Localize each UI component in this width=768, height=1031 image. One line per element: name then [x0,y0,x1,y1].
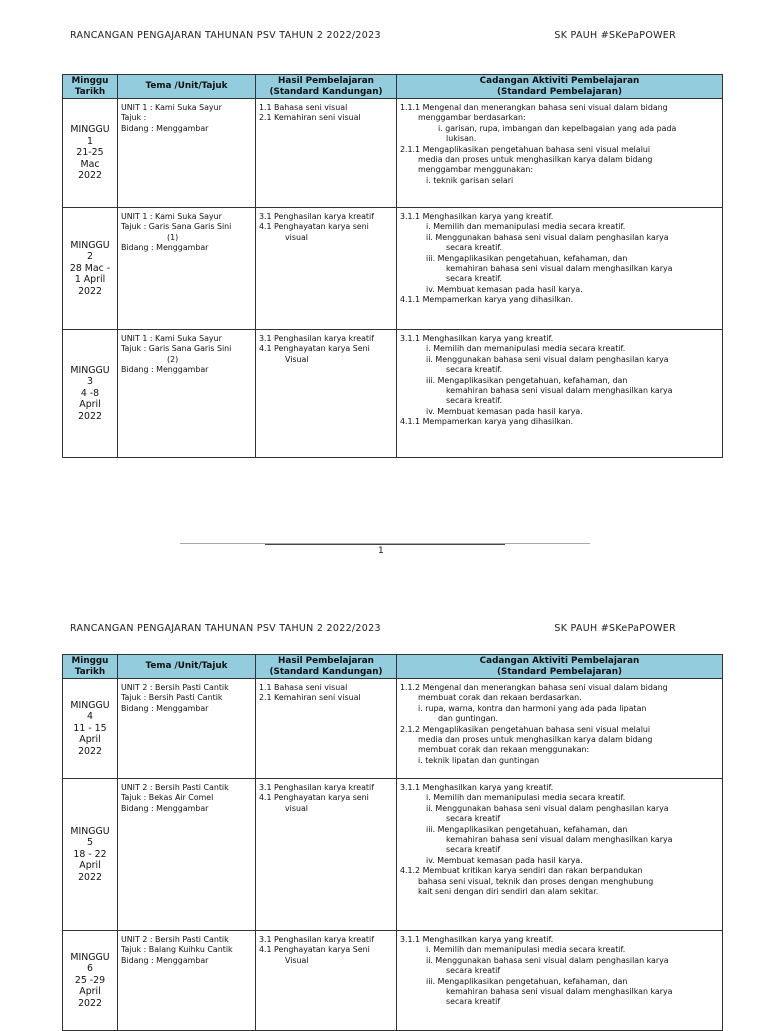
outcome-cell: 1.1 Bahasa seni visual 2.1 Kemahiran seni visual [256,99,397,208]
activity-cell: 3.1.1 Menghasilkan karya yang kreatif. i. Memilih dan memanipulasi media secara kreatif. ii. Menggunakan bahasa seni visual dalam penghasilan karya secara kreatif iii. Mengaplikasikan pengetahuan, kefahaman, dan kemahiran bahasa seni visual dalam menghasilkan karya secara kreatif [397,931,723,1031]
column-header-aktiviti: Cadangan Aktiviti Pembelajaran (Standard Pembelajaran) [397,75,723,99]
table-row [63,99,723,208]
page-number: 1 [378,546,384,556]
footer-divider-accent [265,544,505,545]
week-cell: MINGGU 1 21-25 Mac 2022 [63,99,118,208]
table-row [63,931,723,1031]
column-header-tema: Tema /Unit/Tajuk [118,75,256,99]
theme-cell: UNIT 1 : Kami Suka Sayur Tajuk : Garis Sana Garis Sini (1) Bidang : Menggambar [118,208,256,330]
table-row [63,330,723,458]
theme-cell: UNIT 2 : Bersih Pasti Cantik Tajuk : Balang Kuihku Cantik Bidang : Menggambar [118,931,256,1031]
outcome-cell: 3.1 Penghasilan karya kreatif 4.1 Penghayatan karya Seni Visual [256,330,397,458]
page-header [70,623,676,637]
school-name: SK PAUH #SKePaPOWER [554,623,676,634]
column-header-hasil: Hasil Pembelajaran (Standard Kandungan) [256,655,397,679]
school-name: SK PAUH #SKePaPOWER [554,30,676,41]
document-title: RANCANGAN PENGAJARAN TAHUNAN PSV TAHUN 2 2022/2023 [70,623,381,634]
activity-cell: 3.1.1 Menghasilkan karya yang kreatif. i. Memilih dan memanipulasi media secara kreatif. ii. Menggunakan bahasa seni visual dalam penghasilan karya secara kreatif iii. Mengaplikasikan pengetahuan, kefahaman, dan kemahiran bahasa seni visual dalam menghasilkan karya secara kreatif iv. Membuat kemasan pada hasil karya. 4.1.2 Membuat kritikan karya sendiri dan rakan berpandukan bahasa seni visual, teknik dan proses dengan menghubung kait seni dengan diri sendiri dan alam sekitar. [397,779,723,931]
outcome-cell: 1.1 Bahasa seni visual 2.1 Kemahiran seni visual [256,679,397,779]
activity-cell: 1.1.1 Mengenal dan menerangkan bahasa seni visual dalam bidang menggambar berdasarkan: i. garisan, rupa, imbangan dan kepelbagaian yang ada pada lukisan. 2.1.1 Mengaplikasikan pengetahuan bahasa seni visual melalui media dan proses untuk menghasilkan karya dalam bidang menggambar menggunakan: i. teknik garisan selari [397,99,723,208]
activity-cell: 3.1.1 Menghasilkan karya yang kreatif. i. Memilih dan memanipulasi media secara kreatif. ii. Menggunakan bahasa seni visual dalam penghasilan karya secara kreatif. iii. Mengaplikasikan pengetahuan, kefahaman, dan kemahiran bahasa seni visual dalam menghasilkan karya secara kreatif. iv. Membuat kemasan pada hasil karya. 4.1.1 Mempamerkan karya yang dihasilkan. [397,208,723,330]
table-row [63,679,723,779]
column-header-hasil: Hasil Pembelajaran (Standard Kandungan) [256,75,397,99]
theme-cell: UNIT 2 : Bersih Pasti Cantik Tajuk : Bekas Air Comel Bidang : Menggambar [118,779,256,931]
lesson-plan-table [62,74,723,458]
theme-cell: UNIT 2 : Bersih Pasti Cantik Tajuk : Bersih Pasti Cantik Bidang : Menggambar [118,679,256,779]
activity-cell: 1.1.2 Mengenal dan menerangkan bahasa seni visual dalam bidang membuat corak dan rekaan berdasarkan. i. rupa, warna, kontra dan harmoni yang ada pada lipatan dan guntingan. 2.1.2 Mengaplikasikan pengetahuan bahasa seni visual melalui media dan proses untuk menghasilkan karya dalam bidang membuat corak dan rekaan menggunakan: i. teknik lipatan dan guntingan [397,679,723,779]
week-cell: MINGGU 4 11 - 15 April 2022 [63,679,118,779]
table-header-row [63,655,723,679]
table-row [63,208,723,330]
outcome-cell: 3.1 Penghasilan karya kreatif 4.1 Penghayatan karya seni visual [256,779,397,931]
table-header-row [63,75,723,99]
theme-cell: UNIT 1 : Kami Suka Sayur Tajuk : Garis Sana Garis Sini (2) Bidang : Menggambar [118,330,256,458]
week-cell: MINGGU 6 25 -29 April 2022 [63,931,118,1031]
column-header-minggu: Minggu Tarikh [63,655,118,679]
column-header-minggu: Minggu Tarikh [63,75,118,99]
table-row [63,779,723,931]
week-cell: MINGGU 2 28 Mac - 1 April 2022 [63,208,118,330]
page-header [70,30,676,44]
week-cell: MINGGU 3 4 -8 April 2022 [63,330,118,458]
outcome-cell: 3.1 Penghasilan karya kreatif 4.1 Penghayatan karya seni visual [256,208,397,330]
activity-cell: 3.1.1 Menghasilkan karya yang kreatif. i. Memilih dan memanipulasi media secara kreatif. ii. Menggunakan bahasa seni visual dalam penghasilan karya secara kreatif. iii. Mengaplikasikan pengetahuan, kefahaman, dan kemahiran bahasa seni visual dalam menghasilkan karya secara kreatif. iv. Membuat kemasan pada hasil karya. 4.1.1 Mempamerkan karya yang dihasilkan. [397,330,723,458]
week-cell: MINGGU 5 18 - 22 April 2022 [63,779,118,931]
theme-cell: UNIT 1 : Kami Suka Sayur Tajuk : Bidang : Menggambar [118,99,256,208]
document-title: RANCANGAN PENGAJARAN TAHUNAN PSV TAHUN 2 2022/2023 [70,30,381,41]
outcome-cell: 3.1 Penghasilan karya kreatif 4.1 Penghayatan karya Seni Visual [256,931,397,1031]
lesson-plan-table [62,654,723,1031]
column-header-tema: Tema /Unit/Tajuk [118,655,256,679]
column-header-aktiviti: Cadangan Aktiviti Pembelajaran (Standard Pembelajaran) [397,655,723,679]
